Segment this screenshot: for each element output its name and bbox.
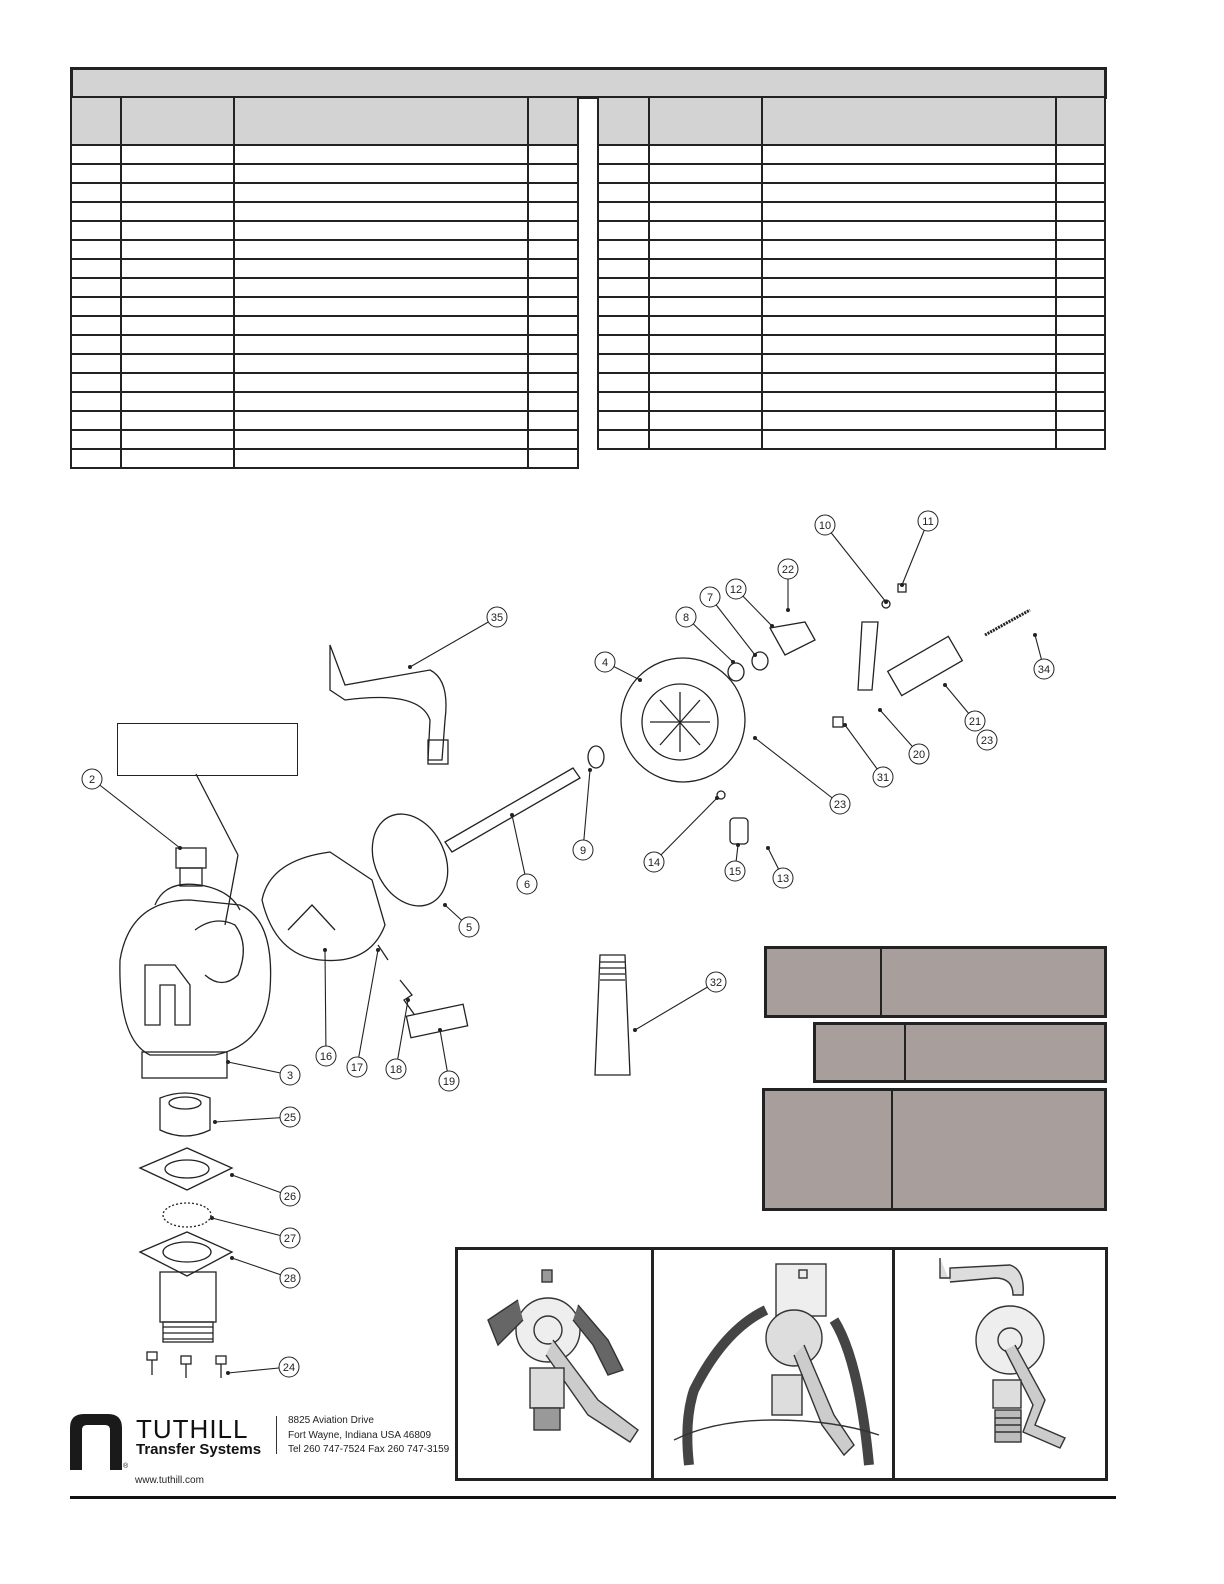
callout-arrowhead [770,624,774,628]
table-row [598,411,1105,430]
callout-arrowhead [715,796,719,800]
callout-arrowhead [588,768,592,772]
table-cell [649,411,762,430]
table-cell [1056,354,1105,373]
info-box-1 [764,946,1107,1018]
header-cell [234,97,528,145]
table-cell [528,392,578,411]
table-cell [649,297,762,316]
callout-leader [396,1000,408,1069]
header-cell [528,97,578,145]
table-cell [528,145,578,164]
table-row [71,411,578,430]
table-cell [528,202,578,221]
header-cell [1056,97,1105,145]
table-cell [762,392,1056,411]
callout-number: 9 [579,845,587,857]
table-row [71,221,578,240]
table-cell [649,164,762,183]
table-cell [234,316,528,335]
table-cell [71,316,121,335]
callout-number: 23 [980,735,994,747]
callout-arrowhead [323,948,327,952]
callout-number: 27 [283,1233,297,1245]
table-cell [598,430,649,449]
callout-arrowhead [226,1371,230,1375]
table-cell [649,316,762,335]
brand-divider [276,1416,277,1454]
table-cell [762,164,1056,183]
info-cell [765,1091,891,1208]
table-cell [1056,411,1105,430]
table-cell [1056,278,1105,297]
table-cell [121,411,234,430]
table-row [598,259,1105,278]
table-cell [234,335,528,354]
table-cell [762,411,1056,430]
table-cell [71,392,121,411]
table-row [71,335,578,354]
address-street: 8825 Aviation Drive [288,1415,374,1426]
table-cell [234,297,528,316]
table-cell [598,297,649,316]
table-header-row [71,97,578,145]
table-cell [598,259,649,278]
table-row [598,354,1105,373]
table-cell [762,145,1056,164]
table-row [598,240,1105,259]
table-cell [762,221,1056,240]
table-cell [528,354,578,373]
table-cell [649,335,762,354]
table-cell [598,411,649,430]
table-cell [598,373,649,392]
pump-body-drawing [120,848,271,1378]
callout-leader [635,982,716,1030]
table-cell [649,259,762,278]
callout-number: 25 [283,1112,297,1124]
table-cell [121,297,234,316]
suction-tube-drawing [595,955,630,1075]
callout-leader [212,1218,290,1238]
callout-arrowhead [178,846,182,850]
callout-number: 6 [523,879,531,891]
table-row [598,202,1105,221]
table-row [598,430,1105,449]
pump-photo-panel [455,1247,1108,1481]
callout-number: 16 [319,1051,333,1063]
table-cell [71,221,121,240]
table-cell [121,373,234,392]
info-box-3 [762,1088,1107,1211]
callout-number: 23 [833,799,847,811]
callout-arrowhead [753,653,757,657]
table-cell [1056,392,1105,411]
table-cell [234,392,528,411]
callout-number: 24 [282,1362,296,1374]
table-cell [762,259,1056,278]
table-cell [234,373,528,392]
table-cell [121,221,234,240]
table-cell [71,354,121,373]
table-cell [762,202,1056,221]
address-city: Fort Wayne, Indiana USA 46809 [288,1430,432,1441]
table-cell [598,145,649,164]
callout-arrowhead [884,600,888,604]
callout-arrowhead [406,998,410,1002]
table-cell [121,430,234,449]
table-row [598,164,1105,183]
table-row [71,183,578,202]
callout-arrowhead [510,813,514,817]
table-cell [762,373,1056,392]
table-cell [649,183,762,202]
callout-leader [755,738,840,804]
callout-number: 18 [389,1064,403,1076]
company-footer [70,1412,460,1492]
table-cell [71,297,121,316]
callout-number: 11 [922,516,934,528]
callout-arrowhead [1033,633,1037,637]
table-row [71,316,578,335]
callout-number: 3 [286,1070,294,1082]
callout-arrowhead [766,846,770,850]
table-cell [528,316,578,335]
callout-number: 4 [601,657,609,669]
handle-drawing [833,584,1030,727]
callout-arrowhead [633,1028,637,1032]
pump-photo-2 [654,1250,895,1478]
table-row [71,145,578,164]
callout-number: 34 [1037,664,1051,676]
callout-number: 19 [442,1076,456,1088]
table-row [71,240,578,259]
table-cell [528,297,578,316]
callout-number: 28 [283,1273,297,1285]
table-cell [528,240,578,259]
header-cell [71,97,121,145]
table-row [598,316,1105,335]
callout-number: 10 [818,520,832,532]
table-cell [121,392,234,411]
callout-leader [357,950,378,1067]
header-cell [121,97,234,145]
table-cell [762,297,1056,316]
table-row [71,202,578,221]
table-cell [121,335,234,354]
table-cell [71,259,121,278]
table-cell [234,430,528,449]
table-cell [528,164,578,183]
table-row [598,278,1105,297]
table-cell [234,202,528,221]
table-cell [598,240,649,259]
callout-arrowhead [408,665,412,669]
table-cell [598,354,649,373]
table-cell [1056,316,1105,335]
table-cell [649,354,762,373]
table-cell [528,183,578,202]
table-row [598,392,1105,411]
table-row [71,430,578,449]
table-row [598,373,1105,392]
table-row [598,145,1105,164]
callout-number: 15 [728,866,742,878]
table-row [71,392,578,411]
callout-arrowhead [843,723,847,727]
table-cell [649,202,762,221]
table-cell [71,449,121,468]
header-cell [598,97,649,145]
website-link[interactable]: www.tuthill.com [135,1475,204,1486]
table-cell [234,183,528,202]
callout-arrowhead [731,660,735,664]
table-cell [598,221,649,240]
callout-leader [654,798,717,862]
table-row [71,373,578,392]
table-cell [71,373,121,392]
info-cell [882,949,1104,1015]
table-header-row [598,97,1105,145]
callout-arrowhead [786,608,790,612]
callout-arrowhead [438,1028,442,1032]
table-cell [121,316,234,335]
table-cell [762,183,1056,202]
table-cell [234,164,528,183]
table-row [71,164,578,183]
table-cell [234,240,528,259]
parts-table-right [597,96,1106,450]
callout-number: 31 [876,772,890,784]
callout-arrowhead [226,1060,230,1064]
table-cell [598,164,649,183]
callout-number: 26 [283,1191,297,1203]
header-cell [649,97,762,145]
table-cell [1056,221,1105,240]
callout-arrowhead [213,1120,217,1124]
callout-arrowhead [210,1216,214,1220]
table-cell [1056,240,1105,259]
callout-arrowhead [443,903,447,907]
table-cell [528,259,578,278]
table-cell [598,335,649,354]
table-cell [71,202,121,221]
table-cell [121,278,234,297]
table-cell [121,183,234,202]
table-cell [71,411,121,430]
callout-number: 8 [682,612,690,624]
table-cell [762,354,1056,373]
table-cell [528,221,578,240]
parts-list-banner [70,67,1107,99]
callout-number: 14 [647,857,661,869]
callout-arrowhead [900,583,904,587]
callout-number: 17 [350,1062,364,1074]
table-cell [234,145,528,164]
header-cell [762,97,1056,145]
table-cell [1056,183,1105,202]
table-cell [762,430,1056,449]
table-cell [649,240,762,259]
callout-number: 5 [465,922,473,934]
shaft-drawing [445,746,604,852]
callout-number: 22 [781,564,795,576]
callout-arrowhead [943,683,947,687]
cover-plate-drawing [621,658,745,782]
table-cell [71,164,121,183]
table-cell [1056,373,1105,392]
table-cell [121,202,234,221]
callout-leader [583,770,590,850]
table-cell [71,145,121,164]
table-cell [1056,297,1105,316]
tuthill-logo-icon [70,1414,122,1470]
table-cell [649,278,762,297]
callout-leader [325,950,326,1056]
brand-subtitle: Transfer Systems [136,1441,262,1458]
table-cell [762,240,1056,259]
table-cell [598,278,649,297]
table-row [598,335,1105,354]
crank-drawing [717,791,748,844]
table-cell [1056,145,1105,164]
table-cell [71,430,121,449]
callout-arrowhead [230,1173,234,1177]
table-cell [234,354,528,373]
table-cell [71,240,121,259]
callout-arrowhead [638,678,642,682]
callout-number: 7 [706,592,714,604]
table-row [598,183,1105,202]
table-cell [121,449,234,468]
table-cell [1056,335,1105,354]
table-cell [762,316,1056,335]
table-row [598,221,1105,240]
table-cell [598,316,649,335]
callout-arrowhead [753,736,757,740]
table-cell [598,202,649,221]
table-row [71,297,578,316]
callout-number: 20 [912,749,926,761]
table-cell [649,221,762,240]
table-cell [234,278,528,297]
table-cell [121,145,234,164]
table-cell [649,430,762,449]
callout-arrowhead [736,843,740,847]
footer-rule [70,1496,1116,1499]
table-cell [121,354,234,373]
table-cell [1056,202,1105,221]
table-cell [121,240,234,259]
pump-photo-1 [458,1250,654,1478]
table-cell [598,392,649,411]
callout-number: 12 [729,584,743,596]
table-cell [649,373,762,392]
info-box-2 [813,1022,1107,1083]
table-cell [762,335,1056,354]
table-row [71,259,578,278]
info-cell [767,949,880,1015]
callout-number: 13 [776,873,790,885]
callout-leader [825,525,886,602]
table-row [71,278,578,297]
brand-name: TUTHILL [136,1414,249,1444]
info-cell [893,1091,1104,1208]
callout-leader [410,617,497,667]
table-cell [121,164,234,183]
parts-table-left [70,96,579,469]
table-cell [528,335,578,354]
table-cell [762,278,1056,297]
address-phone: Tel 260 747-7524 Fax 260 747-3159 [288,1444,450,1455]
spout-drawing [330,645,448,764]
callout-number: 35 [490,612,504,624]
callout-leader [215,1117,290,1122]
callout-arrowhead [878,708,882,712]
table-cell [528,411,578,430]
table-cell [121,259,234,278]
table-cell [649,145,762,164]
table-row [598,297,1105,316]
table-cell [71,335,121,354]
table-row [71,354,578,373]
callout-number: 2 [88,774,96,786]
info-cell [816,1025,904,1080]
callout-number: 21 [968,716,982,728]
table-cell [1056,259,1105,278]
callout-arrowhead [376,948,380,952]
table-cell [234,449,528,468]
table-cell [528,430,578,449]
rotor-drawing [262,852,468,1038]
pump-photo-3 [895,1250,1105,1478]
table-cell [234,411,528,430]
callout-leader [92,779,180,848]
table-cell [1056,430,1105,449]
table-cell [649,392,762,411]
table-cell [71,183,121,202]
table-row [71,449,578,468]
table-cell [598,183,649,202]
callout-arrowhead [230,1256,234,1260]
callout-number: 32 [709,977,723,989]
table-cell [234,259,528,278]
table-cell [528,449,578,468]
table-cell [71,278,121,297]
info-cell [906,1025,1104,1080]
table-cell [1056,164,1105,183]
table-cell [528,373,578,392]
table-cell [528,278,578,297]
table-cell [234,221,528,240]
callout-leader [512,815,527,884]
registered-mark: ® [123,1463,129,1470]
